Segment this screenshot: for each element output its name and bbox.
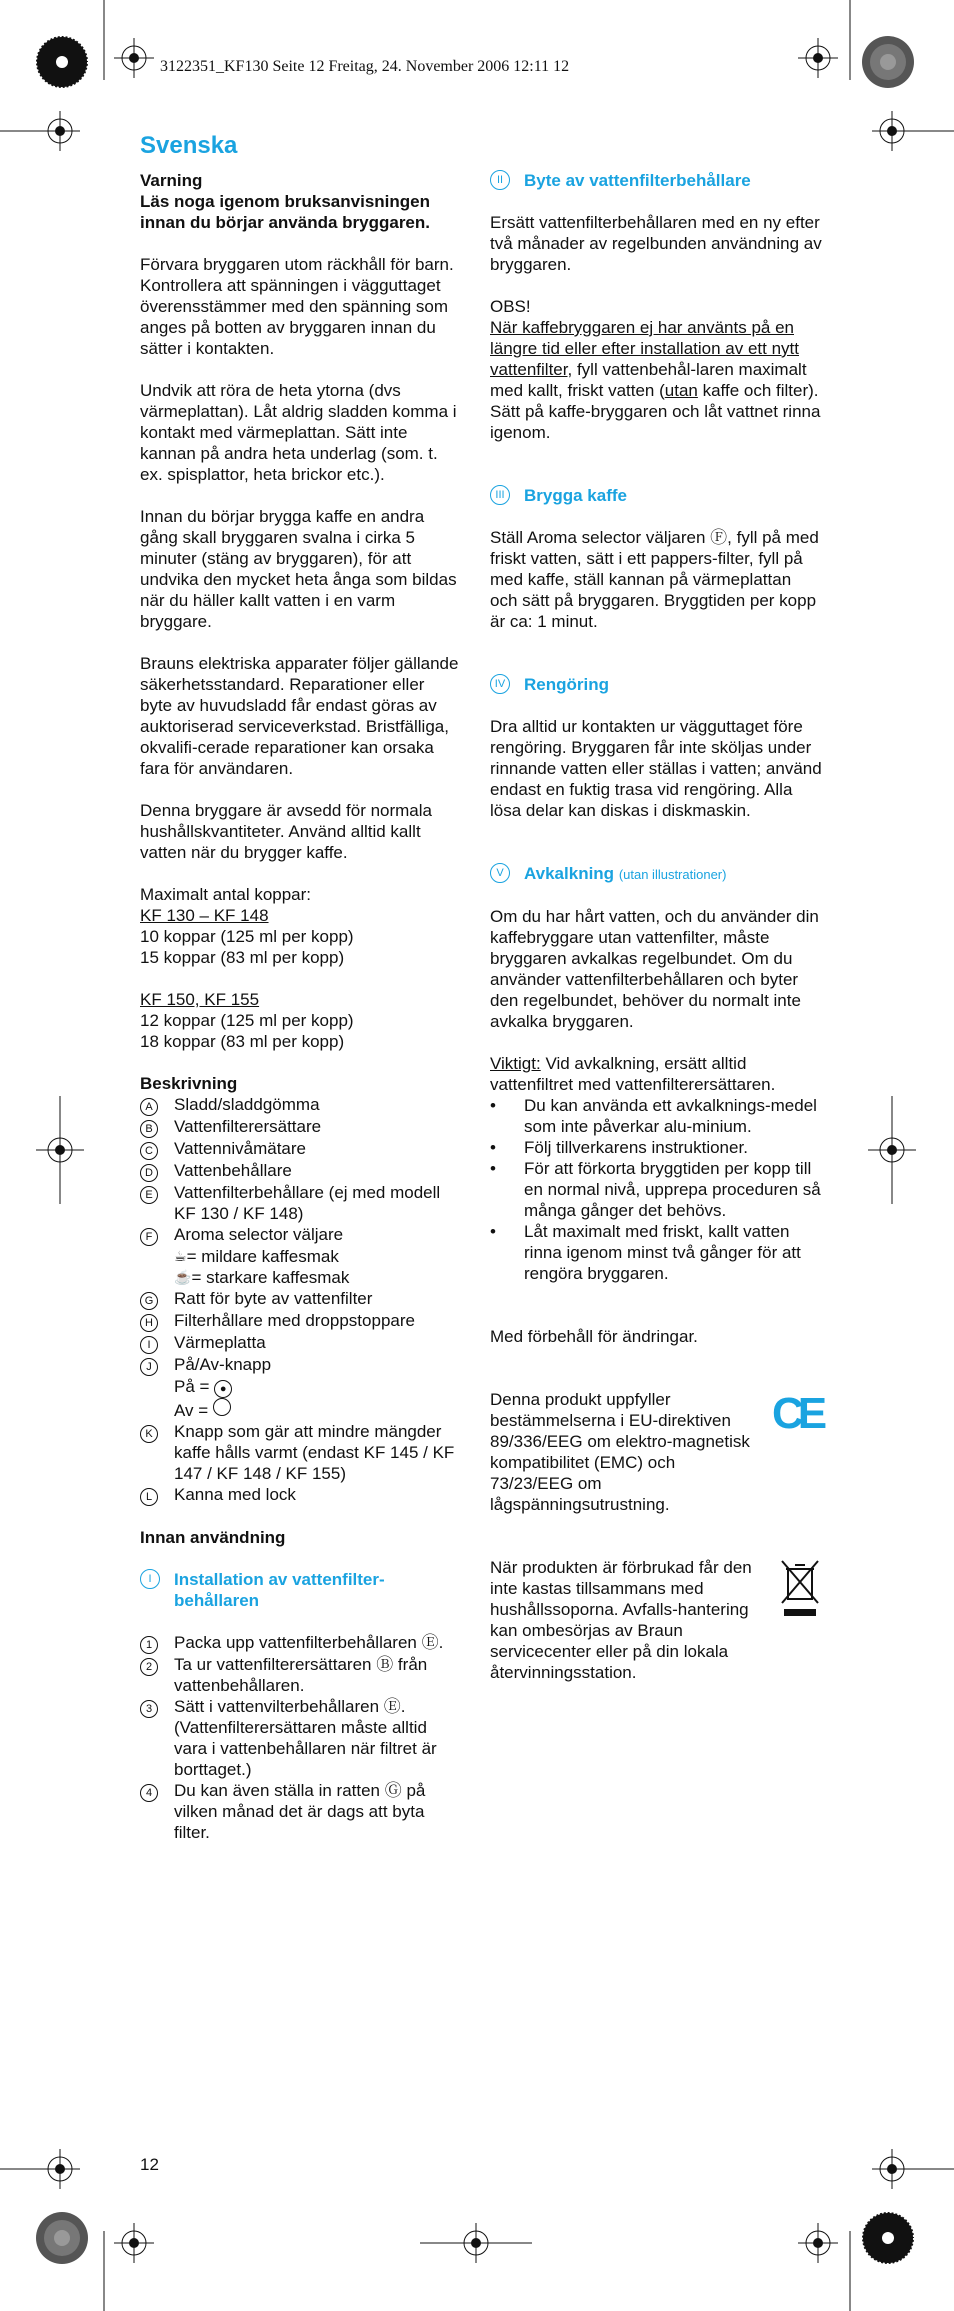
- section-title: Installation av vattenfilter-behållaren: [174, 1570, 385, 1610]
- obs-label: OBS!: [490, 297, 531, 316]
- section-heading: [490, 170, 822, 191]
- cups-line: 18 koppar (83 ml per kopp): [140, 1032, 345, 1051]
- obs-text-2: kaffe och filter). Sätt på kaffe-bryggaren och låt vattnet rinna igenom.: [490, 381, 821, 442]
- bullet-text: Du kan använda ett avkalknings-medel som inte påverkar alu-minium.: [524, 1096, 817, 1136]
- item-marker: G: [140, 1292, 158, 1310]
- item-marker: F: [140, 1228, 158, 1246]
- description-item: [140, 1094, 460, 1116]
- important-text: Vid avkalkning, ersätt alltid vattenfiltret med vattenfilterersättaren.: [490, 1054, 776, 1094]
- section-title: Brygga kaffe: [524, 486, 627, 505]
- registration-mark-mid-right: [868, 1096, 916, 1204]
- off-row: [140, 1398, 460, 1421]
- item-marker: 2: [140, 1658, 158, 1676]
- model-label: KF 130 – KF 148: [140, 906, 269, 925]
- item-text: Värmeplatta: [174, 1333, 266, 1352]
- bullet-text: Följ tillverkarens instruktioner.: [524, 1138, 748, 1157]
- description-item: [140, 1182, 460, 1224]
- bullet-icon: •: [490, 1222, 496, 1241]
- section-subtitle: (utan illustrationer): [618, 867, 727, 882]
- item-marker: A: [140, 1098, 158, 1116]
- item-marker: J: [140, 1358, 158, 1376]
- description-title: Beskrivning: [140, 1074, 238, 1093]
- registration-mark-lower-right: [872, 2149, 912, 2189]
- item-marker: 4: [140, 1784, 158, 1802]
- item-text: På/Av-knapp: [174, 1355, 272, 1374]
- section-heading: [490, 674, 822, 695]
- bullet-text: Låt maximalt med friskt, kallt vatten rinna igenom minst två gånger för att rengöra bryggaren.: [524, 1222, 801, 1283]
- item-marker: B: [140, 1120, 158, 1138]
- item-marker: H: [140, 1314, 158, 1332]
- registration-mark-lower-left: [40, 2149, 80, 2189]
- on-label: På =: [174, 1377, 210, 1396]
- paragraph: Om du har hårt vatten, och du använder din kaffebryggare utan vattenfilter, måste bryggaren avkalkas regelbundet. Om du använder vattenfilterbehållaren och byter den regelbundet, behöver du normalt inte avkalka bryggaren.: [490, 907, 819, 1031]
- left-column: [140, 170, 460, 1843]
- description-list: [140, 1094, 460, 1246]
- before-use-title: Innan användning: [140, 1528, 286, 1547]
- section-title: Rengöring: [524, 675, 609, 694]
- description-item: [140, 1224, 460, 1246]
- item-marker: D: [140, 1164, 158, 1182]
- ce-block: [490, 1389, 822, 1515]
- description-item: [140, 1354, 460, 1376]
- paragraph: Ersätt vattenfilterbehållaren med en ny efter två månader av regelbunden användning av bryggaren.: [490, 213, 822, 274]
- right-column: [490, 170, 822, 1683]
- item-marker: L: [140, 1488, 158, 1506]
- bullet-list: [490, 1095, 822, 1284]
- section-title: Byte av vattenfilterbehållare: [524, 171, 751, 190]
- item-text: Du kan även ställa in ratten Ⓖ på vilken månad det är dags att byta filter.: [174, 1781, 426, 1842]
- paragraph: Innan du börjar brygga kaffe en andra gång skall bryggaren svalna i cirka 5 minuter (stäng av bryggaren), för att undvika den mycket heta ånga som bildas när du häller kallt vatten i en varm bryggare.: [140, 507, 457, 631]
- registration-mark-top-right: [798, 38, 838, 78]
- item-text: Vattenbehållare: [174, 1161, 292, 1180]
- description-item: [140, 1288, 460, 1310]
- item-text: Ratt för byte av vattenfilter: [174, 1289, 373, 1308]
- description-item: [140, 1332, 460, 1354]
- aroma-mild-row: [140, 1246, 460, 1267]
- paragraph: Brauns elektriska apparater följer gällande säkerhetsstandard. Reparationer eller byte av huvudsladd får endast göras av auktoriserad serviceverkstad. Bristfälliga, okvalifi-cerade reparationer kan orsaka fara för användaren.: [140, 654, 459, 778]
- section-title-text: Avkalkning: [524, 864, 615, 883]
- obs-text: , fyll vattenbehål-laren maximalt med kallt, friskt vatten (: [490, 360, 807, 400]
- strong-cup-icon: ☕: [174, 1269, 192, 1285]
- description-item: [140, 1484, 460, 1506]
- starburst-mark-top-left: [36, 36, 88, 88]
- section-heading: [490, 863, 822, 885]
- description-item: [140, 1116, 460, 1138]
- bullet-item: [490, 1158, 822, 1221]
- aroma-strong-label: = starkare kaffesmak: [191, 1268, 350, 1287]
- paragraph: Denna bryggare är avsedd för normala hushållskvantiteter. Använd alltid kallt vatten när du brygger kaffe.: [140, 801, 432, 862]
- starburst-mark-bottom-left: [36, 2212, 88, 2264]
- section-number-icon: II: [490, 170, 510, 190]
- description-item: [140, 1138, 460, 1160]
- starburst-mark-top-right: [862, 36, 914, 88]
- important-label: Viktigt:: [490, 1054, 541, 1073]
- item-text: Vattennivåmätare: [174, 1139, 306, 1158]
- installation-step: [140, 1654, 460, 1696]
- item-marker: E: [140, 1186, 158, 1204]
- crossed-bin-icon: [778, 1557, 822, 1619]
- on-symbol-icon: ●: [214, 1380, 232, 1398]
- registration-mark-bottom-right: [798, 2223, 838, 2263]
- registration-mark-bottom-center: [420, 2223, 532, 2263]
- section-number-icon: III: [490, 485, 510, 505]
- paragraph: Förvara bryggaren utom räckhåll för barn. Kontrollera att spänningen i vägguttaget överensstämmer med den spänning som anges på botten av bryggaren innan du sätter i kontakten.: [140, 255, 454, 358]
- obs-underlined: När kaffebryggaren ej har använts på en längre tid eller efter installation av ett nytt vattenfilter: [490, 318, 799, 379]
- cups-line: 12 koppar (125 ml per kopp): [140, 1011, 354, 1030]
- installation-steps: [140, 1632, 460, 1843]
- bullet-icon: •: [490, 1138, 496, 1157]
- mild-cup-icon: ☕︎: [174, 1248, 187, 1264]
- weee-block: [490, 1557, 822, 1683]
- item-marker: C: [140, 1142, 158, 1160]
- paragraph: Undvik att röra de heta ytorna (dvs värmeplattan). Låt aldrig sladden komma i kontakt med värmeplattan. Sätt inte kannan på andra heta underlag (som. t. ex. spisplattor, heta brickor etc.).: [140, 381, 457, 484]
- section-heading: [140, 1569, 460, 1611]
- page-title: Svenska: [140, 132, 238, 159]
- installation-step: [140, 1696, 460, 1780]
- bullet-text: För att förkorta bryggtiden per kopp till en normal nivå, upprepa proceduren så många gånger det behövs.: [524, 1159, 821, 1220]
- cups-line: 10 koppar (125 ml per kopp): [140, 927, 354, 946]
- paragraph: Ställ Aroma selector väljaren Ⓕ, fyll på med friskt vatten, sätt i ett pappers-filter, fyll på med kaffe, ställ kannan på värmeplattan och sätt på bryggaren. Bryggtiden per kopp är ca: 1 minut.: [490, 528, 819, 631]
- registration-mark-top-left: [114, 38, 154, 78]
- off-label: Av =: [174, 1401, 209, 1420]
- installation-step: [140, 1632, 460, 1654]
- obs-paragraph: [490, 317, 822, 443]
- weee-text: När produkten är förbrukad får den inte kastas tillsammans med hushållssoporna. Avfalls-hantering kan ombesörjas av Braun servicecenter eller på din lokala återvinningsstation.: [490, 1558, 752, 1682]
- description-item: [140, 1310, 460, 1332]
- item-marker: I: [140, 1336, 158, 1354]
- item-text: Kanna med lock: [174, 1485, 296, 1504]
- bullet-icon: •: [490, 1159, 496, 1178]
- description-list: [140, 1288, 460, 1376]
- section-title: [524, 863, 726, 885]
- section-number-icon: I: [140, 1569, 160, 1589]
- bullet-item: [490, 1221, 822, 1284]
- section-number-icon: V: [490, 863, 510, 883]
- starburst-mark-bottom-right: [862, 2212, 914, 2264]
- item-text: Vattenfilterbehållare (ej med modell KF 130 / KF 148): [174, 1183, 441, 1223]
- item-text: Vattenfilterersättare: [174, 1117, 322, 1136]
- item-text: Sladd/sladdgömma: [174, 1095, 320, 1114]
- cups-line: 15 koppar (83 ml per kopp): [140, 948, 345, 967]
- section-heading: [490, 485, 822, 506]
- section-number-icon: IV: [490, 674, 510, 694]
- description-item: [140, 1421, 460, 1484]
- description-item: [140, 1160, 460, 1182]
- bullet-item: [490, 1095, 822, 1137]
- print-header: 3122351_KF130 Seite 12 Freitag, 24. November 2006 12:11 12: [160, 58, 570, 75]
- item-marker: 1: [140, 1636, 158, 1654]
- obs-underlined-utan: utan: [664, 381, 698, 400]
- on-row: [140, 1376, 460, 1398]
- item-text: Aroma selector väljare: [174, 1225, 344, 1244]
- registration-mark-upper-left: [40, 111, 80, 151]
- item-text: Ta ur vattenfilterersättaren Ⓑ från vattenbehållaren.: [174, 1655, 428, 1695]
- item-marker: 3: [140, 1700, 158, 1718]
- bullet-icon: •: [490, 1096, 496, 1115]
- reservation-note: Med förbehåll för ändringar.: [490, 1327, 698, 1346]
- installation-step: [140, 1780, 460, 1843]
- warning-lead: Läs noga igenom bruksanvisningen innan du börjar använda bryggaren.: [140, 192, 430, 232]
- item-marker: K: [140, 1425, 158, 1443]
- item-text: Sätt i vattenvilterbehållaren Ⓔ. (Vattenfilterersättaren måste alltid vara i vattenbehållaren när filtret är borttaget.): [174, 1697, 437, 1779]
- description-list: [140, 1421, 460, 1506]
- item-text: Packa upp vattenfilterbehållaren Ⓔ.: [174, 1633, 444, 1652]
- item-text: Knapp som gär att mindre mängder kaffe hålls varmt (endast KF 145 / KF 147 / KF 148 / KF 155): [174, 1422, 455, 1483]
- registration-mark-upper-right: [872, 111, 912, 151]
- ce-mark-icon: CE: [772, 1389, 822, 1438]
- model-label: KF 150, KF 155: [140, 990, 260, 1009]
- bullet-item: [490, 1137, 822, 1158]
- ce-text: Denna produkt uppfyller bestämmelserna i EU-direktiven 89/336/EEG om elektro-magnetisk kompatibilitet (EMC) och 73/23/EEG om lågspänningsutrustning.: [490, 1390, 750, 1514]
- important-note: [490, 1053, 822, 1095]
- paragraph: Dra alltid ur kontakten ur vägguttaget före rengöring. Bryggaren får inte sköljas under rinnande vatten eller ställas i vatten; använd endast en fuktig trasa vid rengöring. Alla lösa delar kan diskas i diskmaskin.: [490, 717, 822, 820]
- aroma-mild-label: = mildare kaffesmak: [186, 1247, 339, 1266]
- registration-mark-bottom-left: [114, 2223, 154, 2263]
- item-text: Filterhållare med droppstoppare: [174, 1311, 415, 1330]
- warning-title: Varning: [140, 171, 203, 190]
- registration-mark-mid-left: [36, 1096, 84, 1204]
- aroma-strong-row: [140, 1267, 460, 1288]
- cups-title: Maximalt antal koppar:: [140, 885, 312, 904]
- off-symbol-icon: [213, 1398, 231, 1416]
- page-number: 12: [140, 2155, 159, 2174]
